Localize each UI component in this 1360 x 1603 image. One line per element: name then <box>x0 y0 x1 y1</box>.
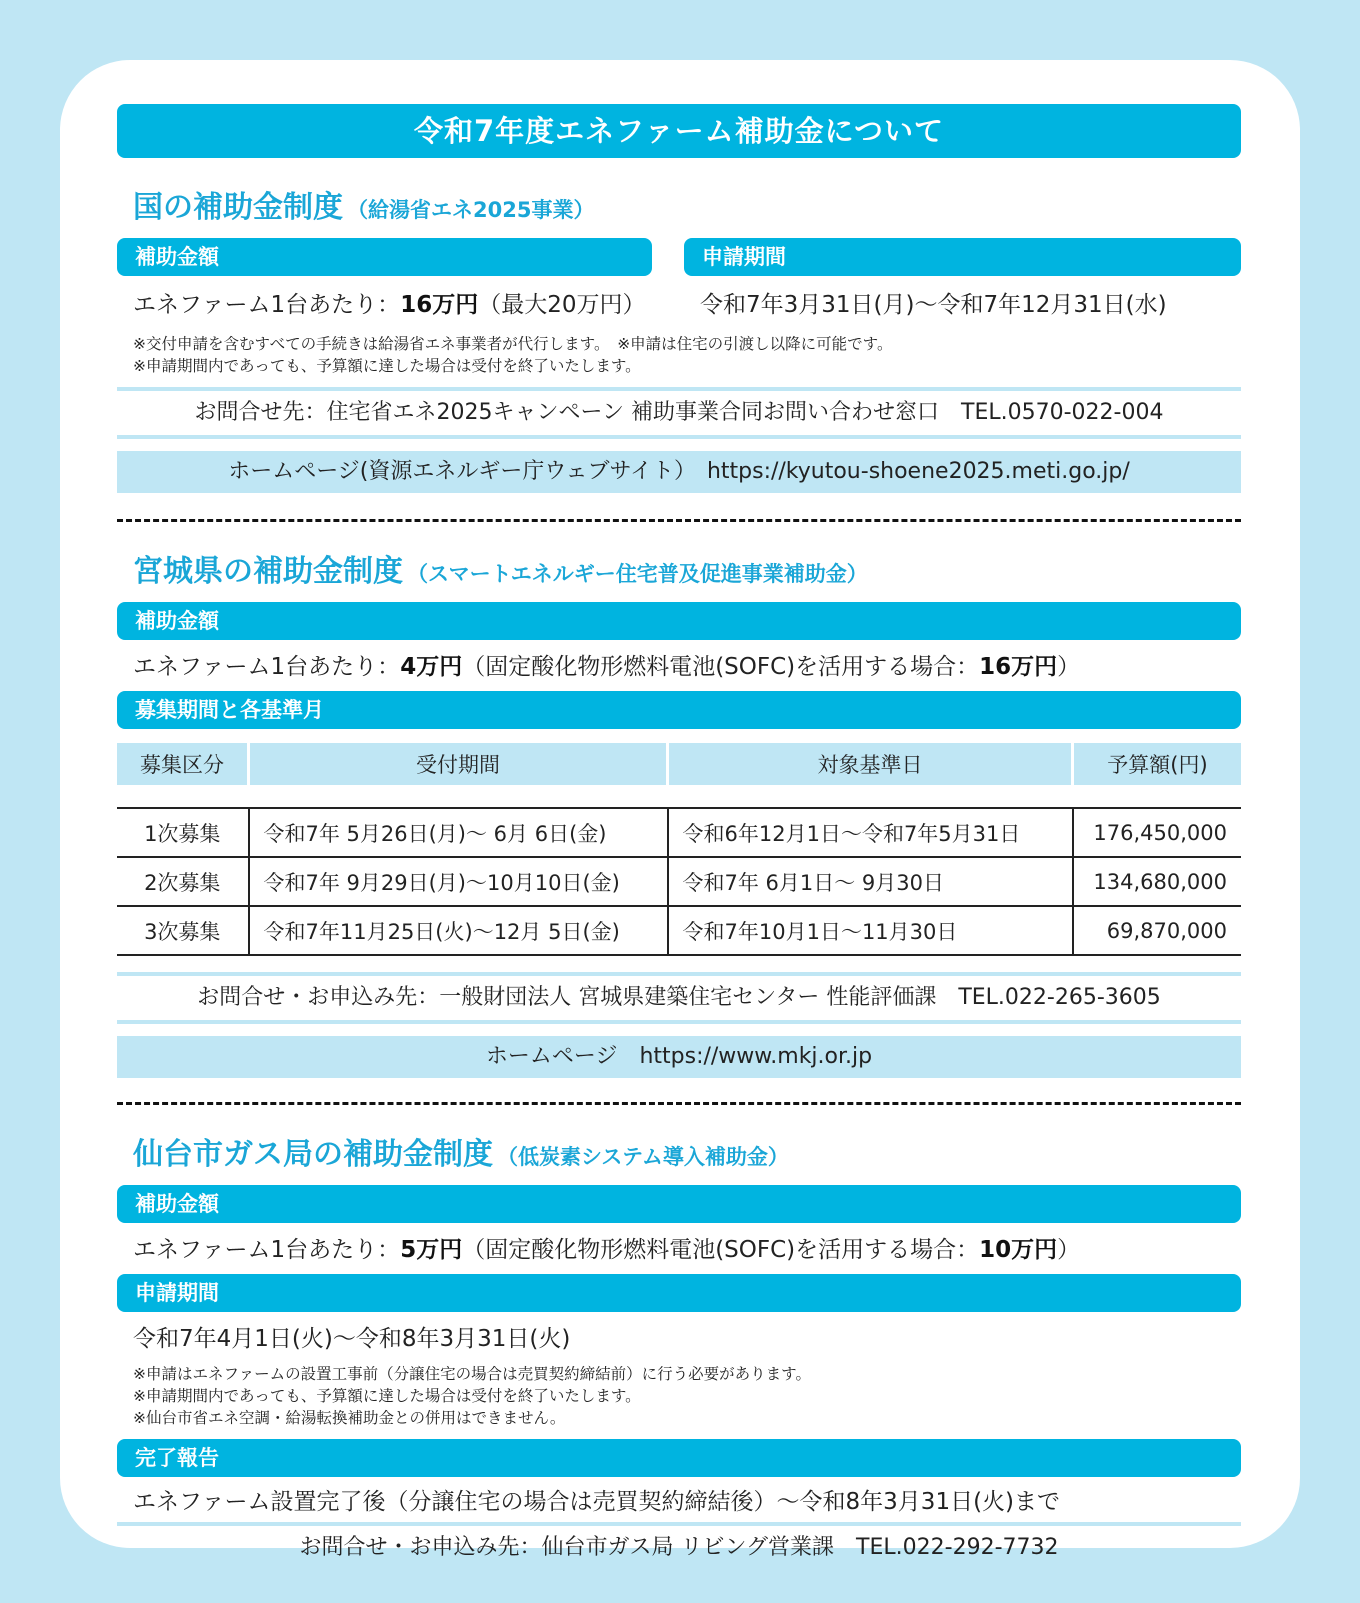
miyagi-section-title <box>133 546 1241 590</box>
table-header: 募集区分 <box>117 743 249 785</box>
national-period-text: 令和7年3月31日(月)～令和7年12月31日(水) <box>700 292 1167 318</box>
sendai-amount-end: ） <box>1057 1237 1081 1263</box>
national-homepage[interactable]: ホームページ(資源エネルギー庁ウェブサイト） https://kyutou-shoene2025.meti.go.jp/ <box>117 451 1241 493</box>
sendai-amount-prefix: エネファーム1台あたり： <box>133 1237 401 1263</box>
sendai-amount-label: 補助金額 <box>117 1185 1241 1223</box>
sendai-period-text: 令和7年4月1日(火)～令和8年3月31日(火) <box>133 1326 571 1352</box>
miyagi-subtitle: （スマートエネルギー住宅普及促進事業補助金） <box>407 562 868 586</box>
national-notes <box>117 333 1241 377</box>
table-cell: 令和7年11月25日(火)～12月 5日(金) <box>249 906 668 955</box>
table-header: 受付期間 <box>249 743 668 785</box>
national-period-label: 申請期間 <box>684 238 1241 276</box>
miyagi-title: 宮城県の補助金制度 <box>133 554 403 589</box>
national-period-col <box>684 238 1241 319</box>
table-cell: 69,870,000 <box>1073 906 1242 955</box>
sendai-subtitle: （低炭素システム導入補助金） <box>497 1145 789 1169</box>
miyagi-amount-line <box>117 648 1241 681</box>
miyagi-amount-prefix: エネファーム1台あたり： <box>133 654 401 680</box>
sendai-contact: お問合せ・お申込み先：仙台市ガス局 リビング営業課 TEL.022-292-7732 <box>117 1522 1241 1574</box>
main-title: 令和7年度エネファーム補助金について <box>117 104 1241 158</box>
sendai-amount-line <box>117 1231 1241 1264</box>
table-cell: 134,680,000 <box>1073 857 1242 906</box>
miyagi-period-label: 募集期間と各基準月 <box>117 691 1241 729</box>
miyagi-table <box>117 743 1241 956</box>
national-amount-col <box>117 238 652 319</box>
national-amount-period <box>117 238 1241 319</box>
national-note-2: ※申請期間内であっても、予算額に達した場合は受付を終了いたします。 <box>133 357 641 375</box>
sendai-amount-value: 5万円 <box>400 1237 463 1263</box>
sendai-section-title <box>133 1129 1241 1173</box>
sendai-amount-mid: （固定酸化物形燃料電池(SOFC)を活用する場合： <box>462 1237 980 1263</box>
national-amount-suffix: （最大20万円） <box>478 292 646 318</box>
national-title: 国の補助金制度 <box>133 190 343 225</box>
sendai-note-2: ※申請期間内であっても、予算額に達した場合は受付を終了いたします。 <box>133 1387 641 1405</box>
miyagi-amount-value: 4万円 <box>400 654 463 680</box>
national-amount-value: 16万円 <box>400 292 479 318</box>
table-cell: 令和7年10月1日～11月30日 <box>668 906 1073 955</box>
divider <box>117 1102 1241 1105</box>
sendai-period-label: 申請期間 <box>117 1274 1241 1312</box>
table-row <box>117 906 1241 955</box>
sendai-notes <box>117 1363 1241 1429</box>
national-contact: お問合せ先：住宅省エネ2025キャンペーン 補助事業合同お問い合わせ窓口 TEL.0570-022-004 <box>117 387 1241 439</box>
table-cell: 令和7年 5月26日(月)～ 6月 6日(金) <box>249 808 668 857</box>
table-header-row <box>117 743 1241 785</box>
table-cell: 176,450,000 <box>1073 808 1242 857</box>
miyagi-amount-mid: （固定酸化物形燃料電池(SOFC)を活用する場合： <box>462 654 980 680</box>
sendai-title: 仙台市ガス局の補助金制度 <box>133 1137 493 1172</box>
sendai-amount-value2: 10万円 <box>979 1237 1058 1263</box>
miyagi-contact: お問合せ・お申込み先：一般財団法人 宮城県建築住宅センター 性能評価課 TEL.022-265-3605 <box>117 972 1241 1024</box>
table-row <box>117 857 1241 906</box>
national-amount-prefix: エネファーム1台あたり： <box>133 292 401 318</box>
sendai-note-1: ※申請はエネファームの設置工事前（分譲住宅の場合は売買契約締結前）に行う必要があります。 <box>133 1365 811 1383</box>
table-cell: 1次募集 <box>117 808 249 857</box>
table-header: 予算額(円) <box>1073 743 1242 785</box>
table-cell: 令和7年 9月29日(月)～10月10日(金) <box>249 857 668 906</box>
miyagi-amount-end: ） <box>1057 654 1081 680</box>
divider <box>117 519 1241 522</box>
table-header: 対象基準日 <box>668 743 1073 785</box>
table-cell: 令和6年12月1日～令和7年5月31日 <box>668 808 1073 857</box>
sendai-report-label: 完了報告 <box>117 1439 1241 1477</box>
miyagi-amount-label: 補助金額 <box>117 602 1241 640</box>
national-subtitle: （給湯省エネ2025事業） <box>347 198 595 222</box>
miyagi-homepage[interactable]: ホームページ https://www.mkj.or.jp <box>117 1036 1241 1078</box>
table-row <box>117 808 1241 857</box>
miyagi-amount-value2: 16万円 <box>979 654 1058 680</box>
table-cell: 3次募集 <box>117 906 249 955</box>
national-note-1: ※交付申請を含むすべての手続きは給湯省エネ事業者が代行します。 ※申請は住宅の引渡し以降に可能です。 <box>133 335 893 353</box>
sendai-report-text: エネファーム設置完了後（分譲住宅の場合は売買契約締結後）～令和8年3月31日(火)まで <box>133 1489 1061 1515</box>
table-cell: 令和7年 6月1日～ 9月30日 <box>668 857 1073 906</box>
national-section-title <box>133 182 1241 226</box>
table-cell: 2次募集 <box>117 857 249 906</box>
national-amount-line <box>117 286 652 319</box>
national-amount-label: 補助金額 <box>117 238 652 276</box>
sendai-note-3: ※仙台市省エネ空調・給湯転換補助金との併用はできません。 <box>133 1409 566 1427</box>
content <box>117 104 1241 1574</box>
